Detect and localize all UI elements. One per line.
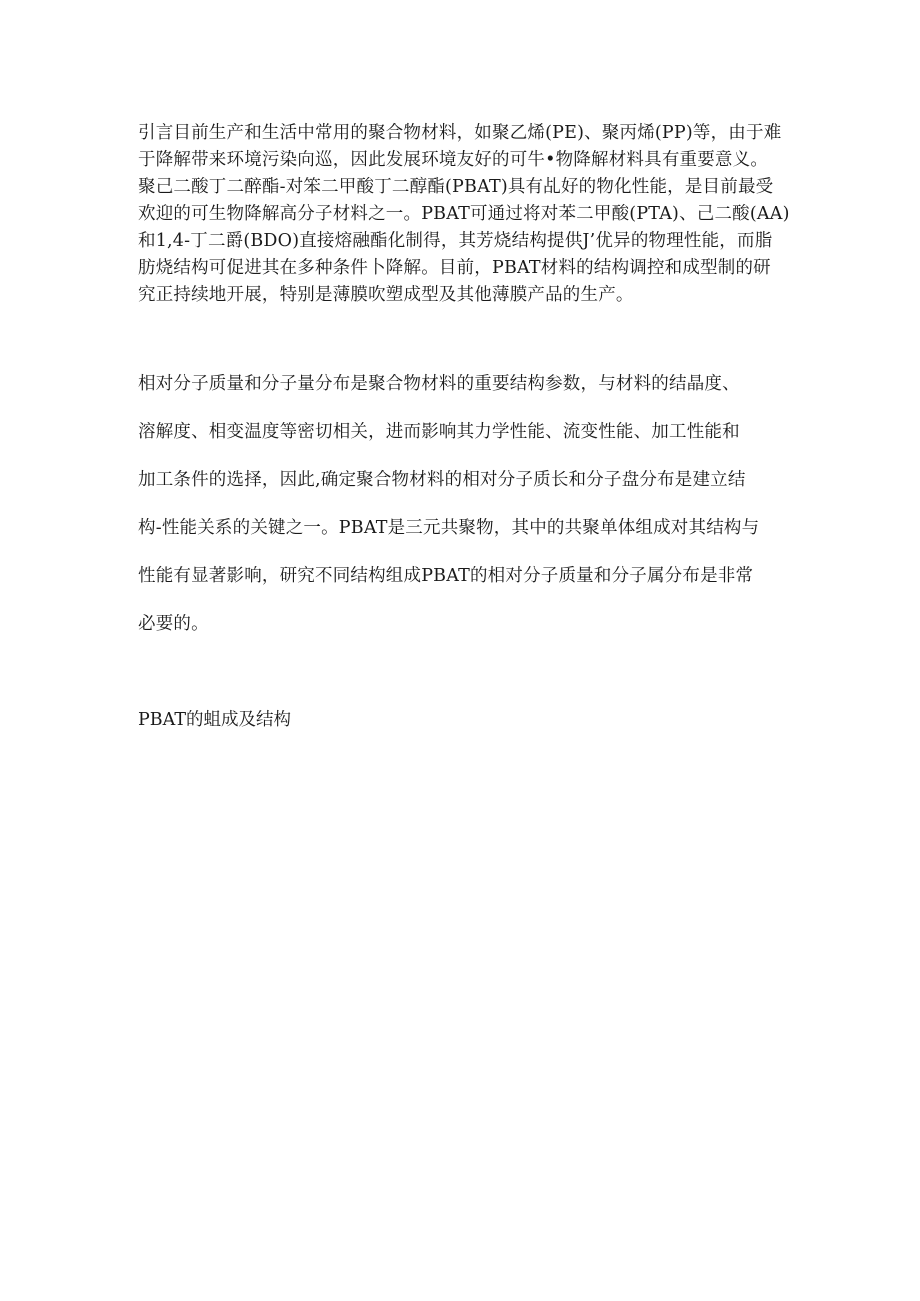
paragraph-line: 加工条件的选择，因此,确定聚合物材料的相对分子质长和分子盘分布是建立结 (138, 470, 746, 490)
paragraph-line: 肪烧结构可促进其在多种条件卜降解。目前，PBAT材料的结构调控和成型制的研 (138, 258, 771, 278)
intro-paragraph (138, 120, 788, 309)
paragraph-line: 欢迎的可生物降解高分子材料之一。PBAT可通过将对苯二甲酸(PTA)、己二酸(AA) (138, 204, 790, 224)
paragraph-line: 聚己二酸丁二醉酯-对笨二甲酸丁二醇酯(PBAT)具有乩好的物化性能，是目前最受 (138, 177, 774, 197)
paragraph-line: 究正持续地开展，特别是薄膜吹塑成型及其他薄膜产品的生产。 (138, 285, 634, 305)
paragraph-line: 相对分子质量和分子量分布是聚合物材料的重要结构参数，与材料的结晶度、 (138, 374, 740, 394)
paragraph-line: 构-性能关系的关键之一。PBAT是三元共聚物，其中的共聚单体组成对其结构与 (138, 518, 760, 538)
molecular-weight-paragraph (138, 360, 788, 648)
paragraph-line: 溶解度、相变温度等密切相关，进而影响其力学性能、流变性能、加工性能和 (138, 422, 740, 442)
paragraph-line: 于降解带来环境污染向巡，因此发展环境友好的可牛•物降解材料具有重要意义。 (138, 150, 769, 170)
paragraph-line: 性能有显著影响，研究不同结构组成PBAT的相对分子质量和分子属分布是非常 (138, 566, 754, 586)
paragraph-line: 和1,4-丁二爵(BDO)直接熔融酯化制得，其芳烧结构提供J’优异的物理性能，而脂 (138, 231, 773, 251)
paragraph-line: 必要的。 (138, 614, 209, 634)
paragraph-line: 引言目前生产和生活中常用的聚合物材料，如聚乙烯(PE)、聚丙烯(PP)等，由于难 (138, 123, 782, 143)
section-heading: PBAT的蛆成及结构 (138, 710, 291, 730)
